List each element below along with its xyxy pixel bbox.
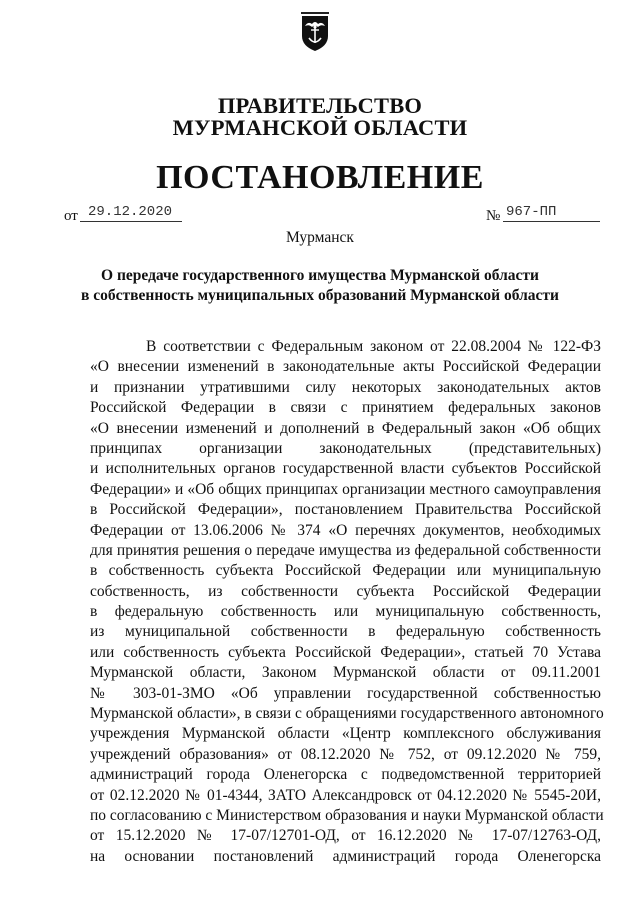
- body-line: для принятия решения о передаче имущества из федеральной собственности: [90, 541, 601, 559]
- body-line: и признании утратившими силу некоторых законодательных актов: [90, 378, 601, 396]
- body-text: [90, 337, 604, 867]
- number-prefix: №: [486, 208, 501, 224]
- subject-line1: О передаче государственного имущества Мурманской области: [101, 267, 539, 284]
- body-line: от 15.12.2020 № 17-07/12701-ОД, от 16.12.2020 № 17-07/12763-ОД,: [90, 827, 601, 845]
- body-line: Федерации от 13.06.2006 № 374 «О перечнях документов, необходимых: [90, 521, 601, 539]
- body-line: Мурманской области, Законом Мурманской области от 09.11.2001: [90, 664, 601, 682]
- body-line: № 303-01-ЗМО «Об управлении государственной собственностью: [90, 684, 601, 702]
- body-line: по согласованию с Министерством образования и науки Мурманской области: [90, 806, 604, 824]
- body-line: В соответствии с Федеральным законом от 22.08.2004 № 122-ФЗ: [146, 338, 601, 355]
- body-line: принципах организации законодательных (представительных): [90, 439, 601, 457]
- body-line: на основании постановлений администраций города Оленегорска: [90, 847, 601, 865]
- body-line: или собственность субъекта Российской Федерации», статьей 70 Устава: [90, 643, 601, 661]
- document-date: 29.12.2020: [88, 204, 173, 220]
- body-line: и исполнительных органов государственной власти субъектов Российской: [90, 460, 601, 478]
- body-line: администраций города Оленегорска с подведомственной территорией: [90, 766, 601, 784]
- document-type: ПОСТАНОВЛЕНИЕ: [156, 159, 484, 196]
- date-underline: [80, 221, 182, 222]
- body-line: учреждений образования» от 08.12.2020 № 752, от 09.12.2020 № 759,: [90, 745, 601, 763]
- org-name-line2: МУРМАНСКОЙ ОБЛАСТИ: [172, 115, 468, 140]
- document-number: 967-ПП: [506, 204, 557, 220]
- body-line: «О внесении изменений и дополнений в Федеральный закон «Об общих: [90, 419, 601, 437]
- subject-line2: в собственность муниципальных образований Мурманской области: [81, 287, 559, 304]
- body-line: в федеральную собственность или муниципальную собственность,: [90, 603, 601, 621]
- body-line: от 02.12.2020 № 01-4344, ЗАТО Александровск от 04.12.2020 № 5545-20И,: [90, 786, 601, 804]
- city: Мурманск: [286, 229, 354, 246]
- body-line: Федерации» и «Об общих принципах организации местного самоуправления: [90, 480, 601, 498]
- body-line: в Российской Федерации», постановлением Правительства Российской: [90, 501, 601, 519]
- body-line: Российской Федерации в связи с принятием федеральных законов: [90, 399, 601, 417]
- body-line: Мурманской области», в связи с обращениями государственного автономного: [90, 705, 604, 723]
- org-name-line1: ПРАВИТЕЛЬСТВО: [217, 93, 423, 118]
- coat-of-arms-icon: [300, 12, 330, 52]
- body-line: собственность, из собственности субъекта Российской Федерации: [90, 582, 601, 600]
- number-underline: [503, 221, 600, 222]
- date-prefix: от: [64, 208, 78, 224]
- body-line: учреждения Мурманской области «Центр комплексного обслуживания: [90, 725, 601, 743]
- body-line: в собственность субъекта Российской Федерации или муниципальную: [90, 562, 601, 580]
- body-line: «О внесении изменений в законодательные акты Российской Федерации: [90, 358, 601, 376]
- body-line: из муниципальной собственности в федеральную собственность: [90, 623, 601, 641]
